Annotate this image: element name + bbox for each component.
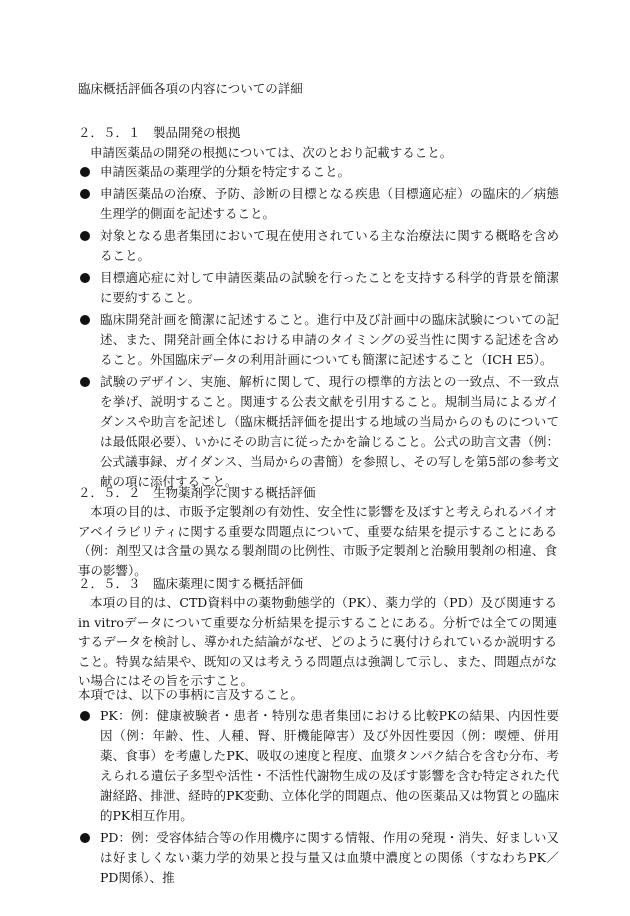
- list-item: [78, 310, 559, 370]
- list-item: [78, 828, 559, 888]
- list-item-text: PK：例：健康被験者・患者・特別な患者集団における比較PKの結果、内因性要因（例：年齢、性、人種、腎、肝機能障害）及び外因性要因（例：喫煙、併用薬、食事）を考慮したPK、吸収の速度と程度、血漿タンパク結合を含む分布、考えられる遺伝子多型や活性・不活性代謝物生成の及ぼす影響を含む特定された代謝経路、排泄、経時的PK変動、立体化学的問題点、他の医薬品又は物質との臨床的PK相互作用。: [100, 708, 559, 823]
- bullet-icon: [80, 711, 90, 721]
- bullet-icon: [80, 377, 90, 387]
- document-title: 臨床概括評価各項の内容についての詳細: [78, 81, 303, 96]
- section-251-heading: ２．５．１ 製品開発の根拠: [78, 125, 241, 140]
- list-item-text: PD：例：受容体結合等の作用機序に関する情報、作用の発現・消失、好ましい又は好ましくない薬力学的効果と投与量又は血漿中濃度との関係（すなわちPK／PD関係）、推: [100, 830, 559, 885]
- section-253-heading: ２．５．３ 臨床薬理に関する概括評価: [78, 576, 304, 591]
- list-item: [78, 184, 559, 224]
- list-item: [78, 226, 559, 266]
- list-item-text: 目標適応症に対して申請医薬品の試験を行ったことを支持する科学的背景を簡潔に要約すること。: [100, 270, 559, 305]
- bullet-icon: [80, 273, 90, 283]
- section-252-heading: ２．５．２ 生物薬剤学に関する概括評価: [78, 485, 316, 500]
- list-item-text: 申請医薬品の薬理学的分類を特定すること。: [100, 164, 351, 179]
- list-item: [78, 268, 559, 308]
- list-item: [78, 706, 559, 826]
- bullet-icon: [80, 833, 90, 843]
- list-item-text: 対象となる患者集団において現在使用されている主な治療法に関する概略を含めること。: [100, 228, 559, 263]
- list-item-text: 申請医薬品の治療、予防、診断の目標となる疾患（目標適応症）の臨床的／病態生理学的側面を記述すること。: [100, 186, 559, 221]
- list-item-text: 試験のデザイン、実施、解析に関して、現行の標準的方法との一致点、不一致点を挙げ、説明すること。関連する公表文献を引用すること。規制当局によるガイダンスや助言を記述し（臨床概括評価を提出する地域の当局からのものについては最低限必要）、いかにその助言に従ったかを論じること。公式の助言文書（例：公式議事録、ガイダンス、当局からの書簡）を参照し、その写しを第5部の参考文献の項に添付すること。: [100, 374, 559, 489]
- bullet-icon: [80, 315, 90, 325]
- bullet-icon: [80, 167, 90, 177]
- list-item: [78, 372, 559, 492]
- section-253-lead: 本項では、以下の事柄に言及すること。: [78, 687, 304, 702]
- section-253-body: 本項の目的は、CTD資料中の薬物動態学的（PK）、薬力学的（PD）及び関連するin vitroデータについて重要な分析結果を提示することにある。分析では全ての関連するデータを検討し、導かれた結論がなぜ、どのように裏付けられているか説明すること。特異な結果や、既知の又は考えうる問題点は強調して示し、また、問題点がない場合にはその旨を示すこと。: [78, 595, 557, 688]
- section-253-bullet-list: [78, 706, 559, 890]
- section-251-intro: 申請医薬品の開発の根拠については、次のとおり記載すること。: [90, 145, 453, 160]
- list-item: [78, 162, 559, 182]
- section-252-body: 本項の目的は、市販予定製剤の有効性、安全性に影響を及ぼすと考えられるバイオアベイラビリティに関する重要な問題点について、重要な結果を提示することにある（例：剤型又は含量の異なる製剤間の比例性、市販予定製剤と治験用製剤の相違、食事の影響）。: [78, 504, 557, 578]
- list-item-text: 臨床開発計画を簡潔に記述すること。進行中及び計画中の臨床試験についての記述、また、開発計画全体における申請のタイミングの妥当性に関する記述を含めること。外国臨床データの利用計画についても簡潔に記述すること（ICH E5）。: [100, 312, 559, 367]
- bullet-icon: [80, 189, 90, 199]
- section-251-bullet-list: [78, 162, 559, 494]
- bullet-icon: [80, 231, 90, 241]
